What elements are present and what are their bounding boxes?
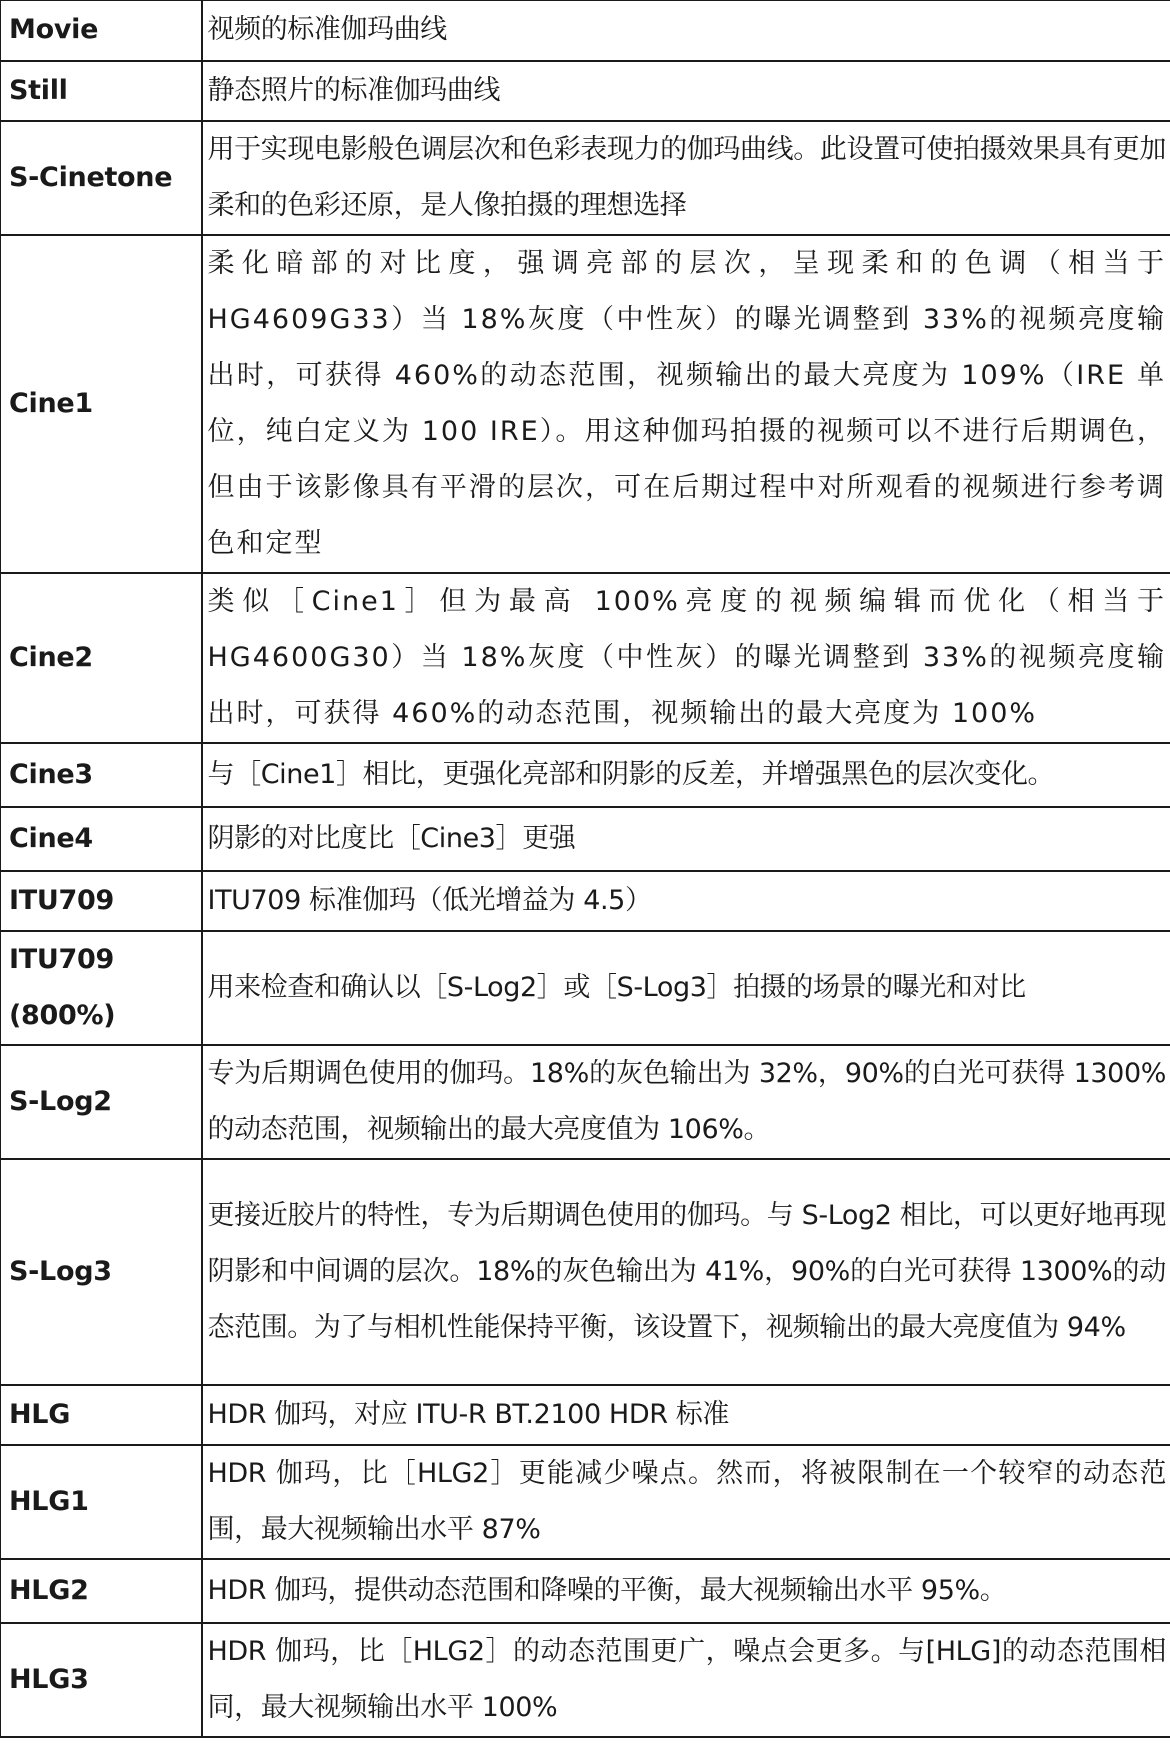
table-row xyxy=(1,1385,1170,1445)
gamma-name-cell: S-Log2 xyxy=(1,1045,202,1159)
gamma-table-body xyxy=(1,1,1170,1737)
gamma-description-cell: 柔化暗部的对比度，强调亮部的层次，呈现柔和的色调（相当于HG4609G33）当 18%灰度（中性灰）的曝光调整到 33%的视频亮度输出时，可获得 460%的动态范围，视频输出的最大亮度为 109%（IRE 单位，纯白定义为 100 IRE）。用这种伽玛拍摄的视频可以不进行后期调色，但由于该影像具有平滑的层次，可在后期过程中对所观看的视频进行参考调色和定型 xyxy=(202,235,1170,573)
table-row xyxy=(1,931,1170,1045)
gamma-name-cell: ITU709 xyxy=(1,871,202,931)
gamma-name-cell: HLG2 xyxy=(1,1559,202,1623)
gamma-description-cell: 专为后期调色使用的伽玛。18%的灰色输出为 32%，90%的白光可获得 1300%的动态范围，视频输出的最大亮度值为 106%。 xyxy=(202,1045,1170,1159)
gamma-name-cell: Still xyxy=(1,61,202,121)
table-row xyxy=(1,871,1170,931)
table-row xyxy=(1,235,1170,573)
gamma-name-cell: Cine1 xyxy=(1,235,202,573)
gamma-name-cell: Movie xyxy=(1,1,202,61)
gamma-description-cell: ITU709 标准伽玛（低光增益为 4.5） xyxy=(202,871,1170,931)
gamma-name-cell: Cine2 xyxy=(1,573,202,743)
gamma-name-cell: Cine4 xyxy=(1,807,202,871)
table-row xyxy=(1,61,1170,121)
gamma-name-cell: S-Log3 xyxy=(1,1159,202,1385)
gamma-description-cell: HDR 伽玛，对应 ITU-R BT.2100 HDR 标准 xyxy=(202,1385,1170,1445)
gamma-description-cell: HDR 伽玛，提供动态范围和降噪的平衡，最大视频输出水平 95%。 xyxy=(202,1559,1170,1623)
gamma-description-cell: 静态照片的标准伽玛曲线 xyxy=(202,61,1170,121)
gamma-description-cell: 与［Cine1］相比，更强化亮部和阴影的反差，并增强黑色的层次变化。 xyxy=(202,743,1170,807)
table-row xyxy=(1,1623,1170,1737)
gamma-description-cell: 更接近胶片的特性，专为后期调色使用的伽玛。与 S-Log2 相比，可以更好地再现阴影和中间调的层次。18%的灰色输出为 41%，90%的白光可获得 1300%的动态范围。为了与相机性能保持平衡，该设置下，视频输出的最大亮度值为 94% xyxy=(202,1159,1170,1385)
gamma-name-cell: HLG xyxy=(1,1385,202,1445)
table-row xyxy=(1,1559,1170,1623)
gamma-description-cell: HDR 伽玛，比［HLG2］更能减少噪点。然而，将被限制在一个较窄的动态范围，最大视频输出水平 87% xyxy=(202,1445,1170,1559)
gamma-name-cell: Cine3 xyxy=(1,743,202,807)
table-row xyxy=(1,1,1170,61)
table-row xyxy=(1,807,1170,871)
gamma-description-cell: 阴影的对比度比［Cine3］更强 xyxy=(202,807,1170,871)
table-row xyxy=(1,1445,1170,1559)
gamma-name-cell: ITU709 (800%) xyxy=(1,931,202,1045)
table-row xyxy=(1,1159,1170,1385)
table-row xyxy=(1,743,1170,807)
gamma-name-cell: S-Cinetone xyxy=(1,121,202,235)
gamma-name-cell: HLG3 xyxy=(1,1623,202,1737)
gamma-description-cell: 用于实现电影般色调层次和色彩表现力的伽玛曲线。此设置可使拍摄效果具有更加柔和的色彩还原，是人像拍摄的理想选择 xyxy=(202,121,1170,235)
table-row xyxy=(1,1045,1170,1159)
gamma-description-cell: 类似［Cine1］但为最高 100%亮度的视频编辑而优化（相当于HG4600G30）当 18%灰度（中性灰）的曝光调整到 33%的视频亮度输出时，可获得 460%的动态范围，视频输出的最大亮度为 100% xyxy=(202,573,1170,743)
gamma-description-cell: 用来检查和确认以［S-Log2］或［S-Log3］拍摄的场景的曝光和对比 xyxy=(202,931,1170,1045)
table-row xyxy=(1,573,1170,743)
table-row xyxy=(1,121,1170,235)
gamma-description-cell: 视频的标准伽玛曲线 xyxy=(202,1,1170,61)
gamma-description-cell: HDR 伽玛，比［HLG2］的动态范围更广，噪点会更多。与[HLG]的动态范围相同，最大视频输出水平 100% xyxy=(202,1623,1170,1737)
gamma-name-cell: HLG1 xyxy=(1,1445,202,1559)
